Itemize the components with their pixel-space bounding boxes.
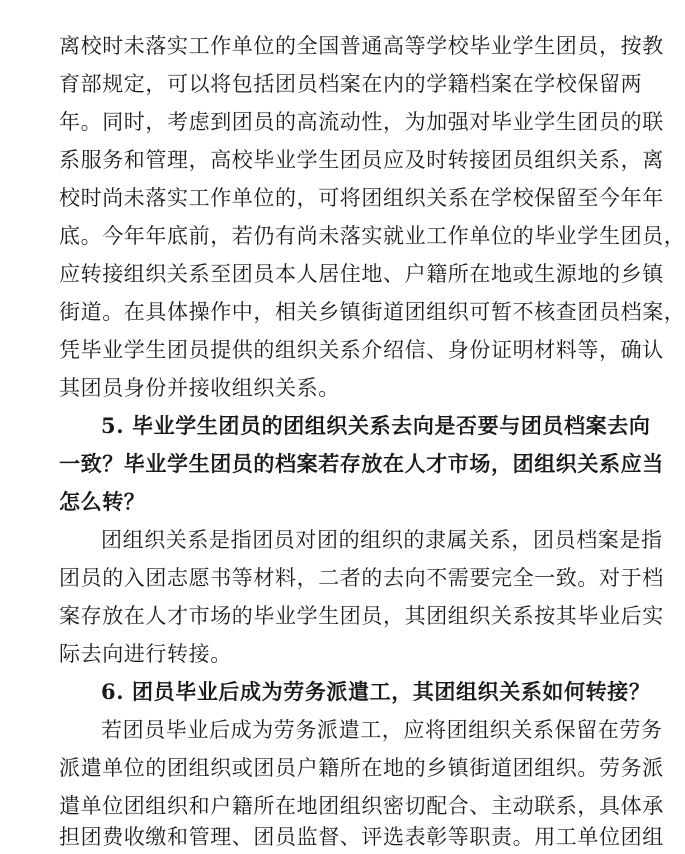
paragraph-line: 案存放在人才市场的毕业学生团员，其团组织关系按其毕业后实	[59, 604, 664, 628]
paragraph-line: 街道。在具体操作中，相关乡镇街道团组织可暂不核查团员档案，	[59, 300, 685, 324]
paragraph-line: 系服务和管理，高校毕业学生团员应及时转接团员组织关系，离	[59, 148, 664, 172]
paragraph-line: 派遣单位的团组织或团员户籍所在地的乡镇街道团组织。劳务派	[59, 756, 664, 780]
question-heading: 怎么转？	[59, 489, 146, 514]
paragraph-line: 若团员毕业后成为劳务派遣工，应将团组织关系保留在劳务	[101, 718, 663, 742]
paragraph-line: 际去向进行转接。	[59, 642, 232, 666]
paragraph-line: 应转接组织关系至团员本人居住地、户籍所在地或生源地的乡镇	[59, 262, 664, 286]
paragraph-line: 年。同时，考虑到团员的高流动性，为加强对毕业学生团员的联	[59, 110, 664, 134]
question-heading: 一致？毕业学生团员的档案若存放在人才市场，团组织关系应当	[59, 451, 664, 476]
paragraph-line: 离校时未落实工作单位的全国普通高等学校毕业学生团员，按教	[59, 34, 664, 58]
paragraph-line: 校时尚未落实工作单位的，可将团组织关系在学校保留至今年年	[59, 186, 664, 210]
paragraph-line: 团组织关系是指团员对团的组织的隶属关系，团员档案是指	[101, 528, 663, 552]
paragraph-line: 其团员身份并接收组织关系。	[59, 376, 340, 400]
paragraph-line: 育部规定，可以将包括团员档案在内的学籍档案在学校保留两	[59, 72, 643, 96]
question-heading: 6. 团员毕业后成为劳务派遣工，其团组织关系如何转接？	[101, 679, 651, 704]
paragraph-line: 遣单位团组织和户籍所在地团组织密切配合、主动联系，具体承	[59, 794, 664, 818]
paragraph-line: 底。今年年底前，若仍有尚未落实就业工作单位的毕业学生团员，	[59, 224, 685, 248]
question-heading: 5. 毕业学生团员的团组织关系去向是否要与团员档案去向	[101, 413, 651, 438]
paragraph-line: 团员的入团志愿书等材料，二者的去向不需要完全一致。对于档	[59, 566, 664, 590]
paragraph-line: 担团费收缴和管理、团员监督、评选表彰等职责。用工单位团组	[59, 825, 664, 849]
paragraph-line: 凭毕业学生团员提供的组织关系介绍信、身份证明材料等，确认	[59, 338, 664, 362]
